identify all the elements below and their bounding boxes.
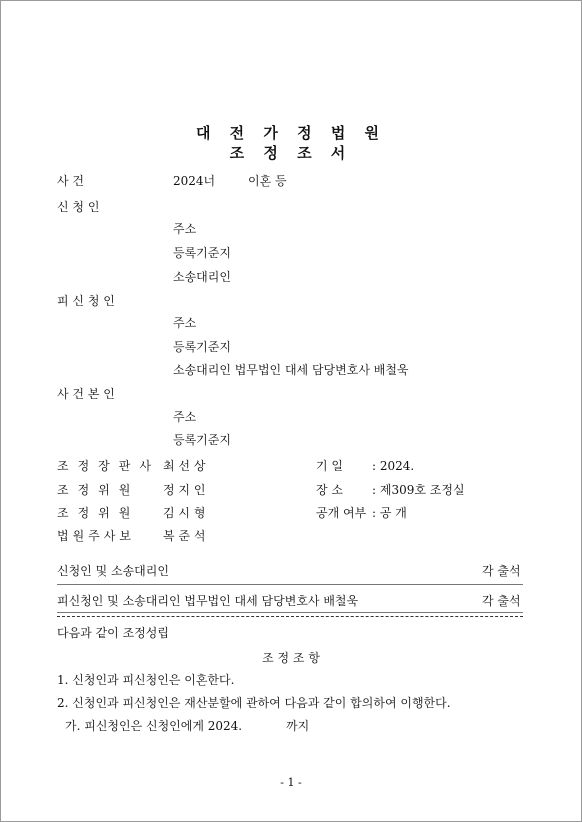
respondent-address-label: 주소	[173, 316, 197, 330]
official-role: 조정장판사	[57, 459, 160, 473]
session-place-value: : 제309호 조정실	[372, 483, 465, 497]
principal-registry-label: 등록기준지	[173, 433, 231, 447]
case-label: 사 건	[57, 174, 84, 188]
official-name: 김 시 형	[163, 506, 206, 520]
court-name: 대 전 가 정 법 원	[195, 124, 387, 142]
dashed-separator	[57, 616, 523, 617]
respondent-registry-label: 등록기준지	[173, 340, 231, 354]
session-public-label: 공개 여부	[316, 506, 367, 520]
divider	[57, 584, 523, 585]
clause-2: 2. 신청인과 피신청인은 재산분할에 관하여 다음과 같이 합의하여 이행한다.	[57, 696, 451, 710]
attendance-status: 각 출석	[482, 594, 521, 608]
clauses-heading: 조 정 조 항	[262, 651, 320, 665]
attendance-party: 신청인 및 소송대리인	[57, 564, 169, 578]
attendance-status: 각 출석	[482, 564, 521, 578]
applicant-counsel-label: 소송대리인	[173, 270, 231, 284]
case-number: 2024너	[173, 174, 216, 188]
attendance-party: 피신청인 및 소송대리인 법무법인 대세 담당변호사 배철욱	[57, 594, 359, 608]
divider	[57, 612, 523, 613]
page-number: - 1 -	[280, 776, 302, 789]
session-public-value: : 공 개	[372, 506, 407, 520]
respondent-counsel: 소송대리인 법무법인 대세 담당변호사 배철욱	[173, 363, 409, 377]
official-role: 조정위원	[57, 506, 140, 520]
applicant-address-label: 주소	[173, 222, 197, 236]
applicant-label: 신 청 인	[57, 200, 100, 214]
official-name: 최 선 상	[163, 459, 206, 473]
official-role: 법원주사보	[57, 529, 135, 543]
clause-2a: 가. 피신청인은 신청인에게 2024.	[65, 719, 243, 733]
session-date-label: 기 일	[316, 459, 343, 473]
principal-label: 사 건 본 인	[57, 387, 115, 401]
document-title: 조 정 조 서	[229, 144, 353, 162]
respondent-label: 피 신 청 인	[57, 294, 115, 308]
session-date-value: : 2024.	[372, 459, 415, 473]
clause-2a-tail: 까지	[286, 719, 310, 733]
principal-address-label: 주소	[173, 410, 197, 424]
official-name: 정 지 인	[163, 483, 206, 497]
official-name: 복 준 석	[163, 529, 206, 543]
clause-1: 1. 신청인과 피신청인은 이혼한다.	[57, 673, 235, 687]
case-name: 이혼 등	[248, 174, 287, 188]
applicant-registry-label: 등록기준지	[173, 246, 231, 260]
settlement-intro: 다음과 같이 조정성립	[57, 626, 169, 640]
official-role: 조정위원	[57, 483, 140, 497]
session-place-label: 장 소	[316, 483, 343, 497]
